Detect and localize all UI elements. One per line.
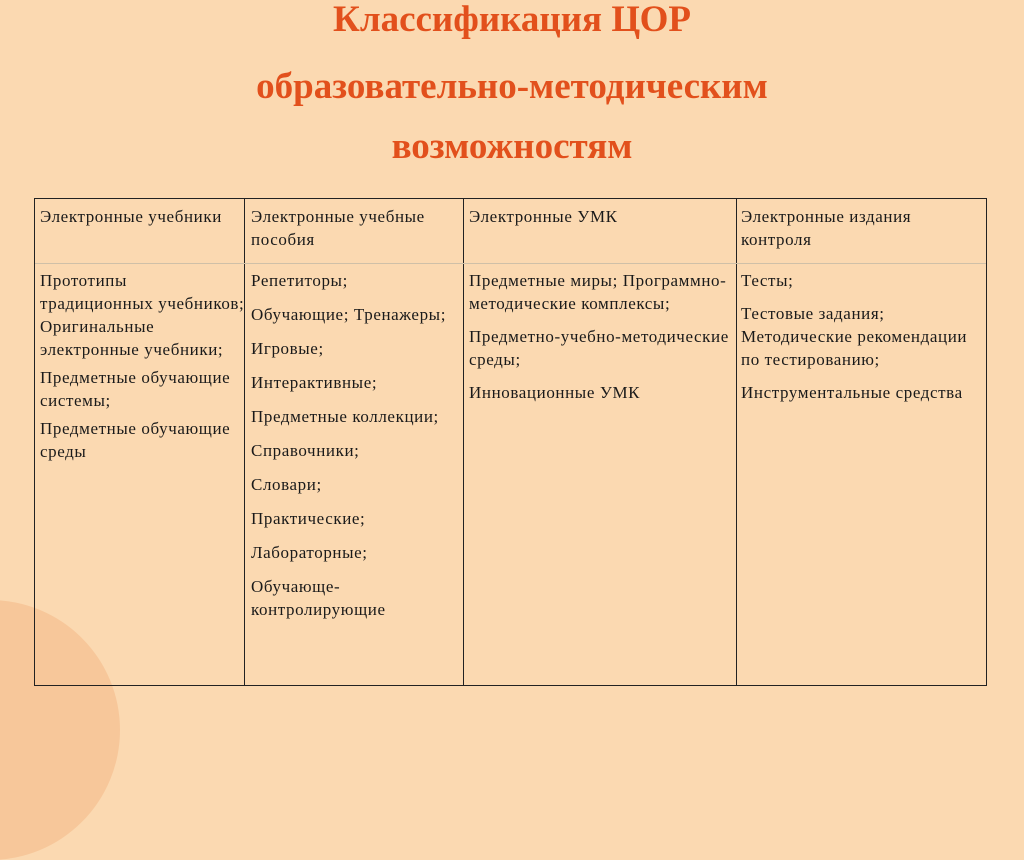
- list-item: Тесты;: [741, 271, 794, 290]
- list-item: Обучающие; Тренажеры;: [251, 305, 447, 324]
- header-cell-electronic-umk: Электронные УМК: [469, 207, 618, 226]
- title-line-1: Классификация ЦОР: [332, 0, 691, 40]
- slide-title: [0, 0, 1024, 177]
- column-divider: [736, 199, 737, 685]
- list-item: Предметные обучающие среды: [40, 419, 231, 461]
- list-item: Инновационные УМК: [469, 383, 641, 402]
- body-cell-column-3: [469, 269, 734, 404]
- list-item: Тестовые задания; Методические рекомендации по тестированию;: [741, 304, 968, 369]
- list-item: Предметно-учебно-методические среды;: [469, 327, 729, 369]
- list-item: Лабораторные;: [251, 543, 368, 562]
- classification-table: [34, 198, 987, 686]
- body-cell-column-1: [40, 269, 245, 468]
- header-cell-control-editions: Электронные издания контроля: [741, 207, 912, 249]
- title-line-2: образовательно-методическим: [256, 66, 768, 107]
- list-item: Прототипы традиционных учебников; Оригинальные электронные учебники;: [40, 271, 245, 359]
- body-cell-column-4: [741, 269, 986, 404]
- list-item: Игровые;: [251, 339, 324, 358]
- list-item: Интерактивные;: [251, 373, 378, 392]
- list-item: Обучающе-контролирующие: [251, 577, 386, 619]
- list-item: Предметные коллекции;: [251, 407, 439, 426]
- list-item: Предметные обучающие системы;: [40, 368, 231, 410]
- header-cell-electronic-textbooks: Электронные учебники: [40, 207, 222, 226]
- header-divider: [35, 263, 986, 264]
- title-line-3: возможностям: [391, 126, 633, 167]
- header-cell-electronic-study-guides: Электронные учебные пособия: [251, 207, 425, 249]
- list-item: Словари;: [251, 475, 322, 494]
- list-item: Предметные миры; Программно-методические комплексы;: [469, 271, 727, 313]
- body-cell-column-2: [251, 269, 466, 621]
- list-item: Справочники;: [251, 441, 360, 460]
- list-item: Практические;: [251, 509, 366, 528]
- list-item: Инструментальные средства: [741, 383, 963, 402]
- list-item: Репетиторы;: [251, 271, 348, 290]
